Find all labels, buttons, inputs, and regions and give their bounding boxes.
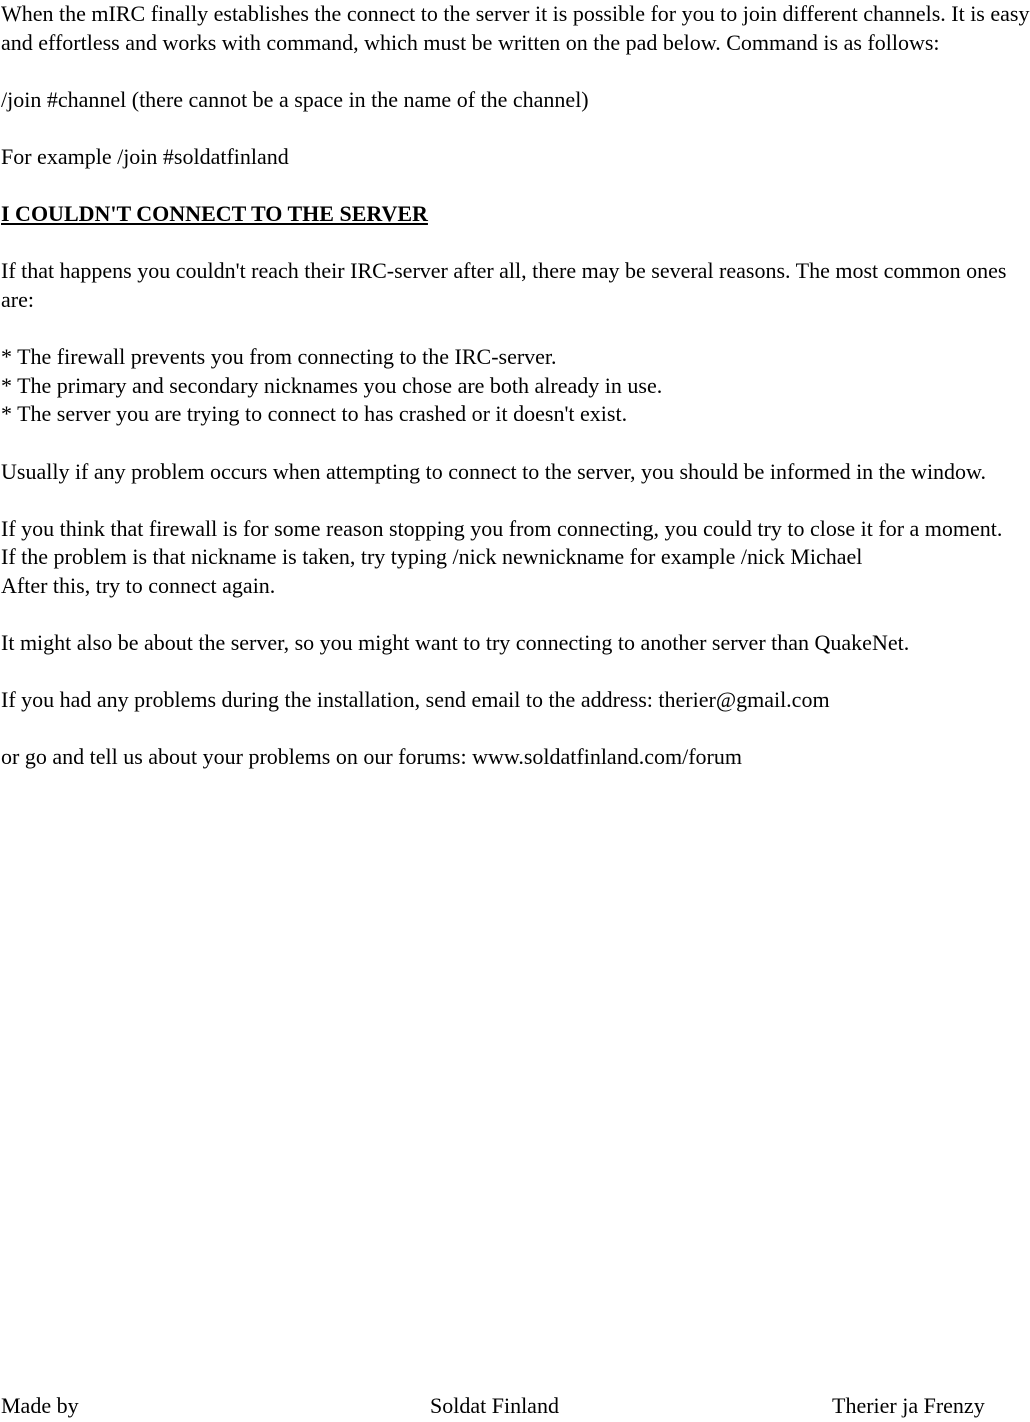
page-footer [0,1392,1030,1422]
usually-paragraph: Usually if any problem occurs when attempting to connect to the server, you should be informed in the window. [1,458,987,484]
tips-block [1,515,1030,601]
list-item: * The server you are trying to connect to has crashed or it doesn't exist. [1,401,628,427]
list-item: * The firewall prevents you from connecting to the IRC-server. [1,344,557,370]
footer-authors: Therier ja Frenzy [832,1393,985,1418]
email-paragraph: If you had any problems during the installation, send email to the address: therier@gmail.com [1,687,830,713]
section-heading: I COULDN'T CONNECT TO THE SERVER [1,201,428,227]
footer-organization: Soldat Finland [430,1393,559,1418]
footer-made-by: Made by [1,1393,79,1418]
document-body [1,0,1030,801]
nick-tip: If the problem is that nickname is taken, try typing /nick newnickname for example /nick Michael [1,544,863,570]
firewall-tip: If you think that firewall is for some reason stopping you from connecting, you could try to close it for a moment. [1,515,1003,541]
after-this-line: After this, try to connect again. [1,572,276,598]
reasons-list [1,343,1030,429]
example-paragraph: For example /join #soldatfinland [1,143,289,169]
reasons-intro-paragraph: If that happens you couldn't reach their IRC-server after all, there may be several reasons. The most common ones are: [1,258,1007,312]
intro-paragraph: When the mIRC finally establishes the connect to the server it is possible for you to join different channels. It is easy and effortless and works with command, which must be written on the pad below. Command is as follows: [1,1,1030,55]
list-item: * The primary and secondary nicknames you chose are both already in use. [1,372,663,398]
join-command-paragraph: /join #channel (there cannot be a space in the name of the channel) [1,86,589,112]
forum-paragraph: or go and tell us about your problems on our forums: www.soldatfinland.com/forum [1,744,742,770]
server-tip-paragraph: It might also be about the server, so you might want to try connecting to another server than QuakeNet. [1,630,910,656]
